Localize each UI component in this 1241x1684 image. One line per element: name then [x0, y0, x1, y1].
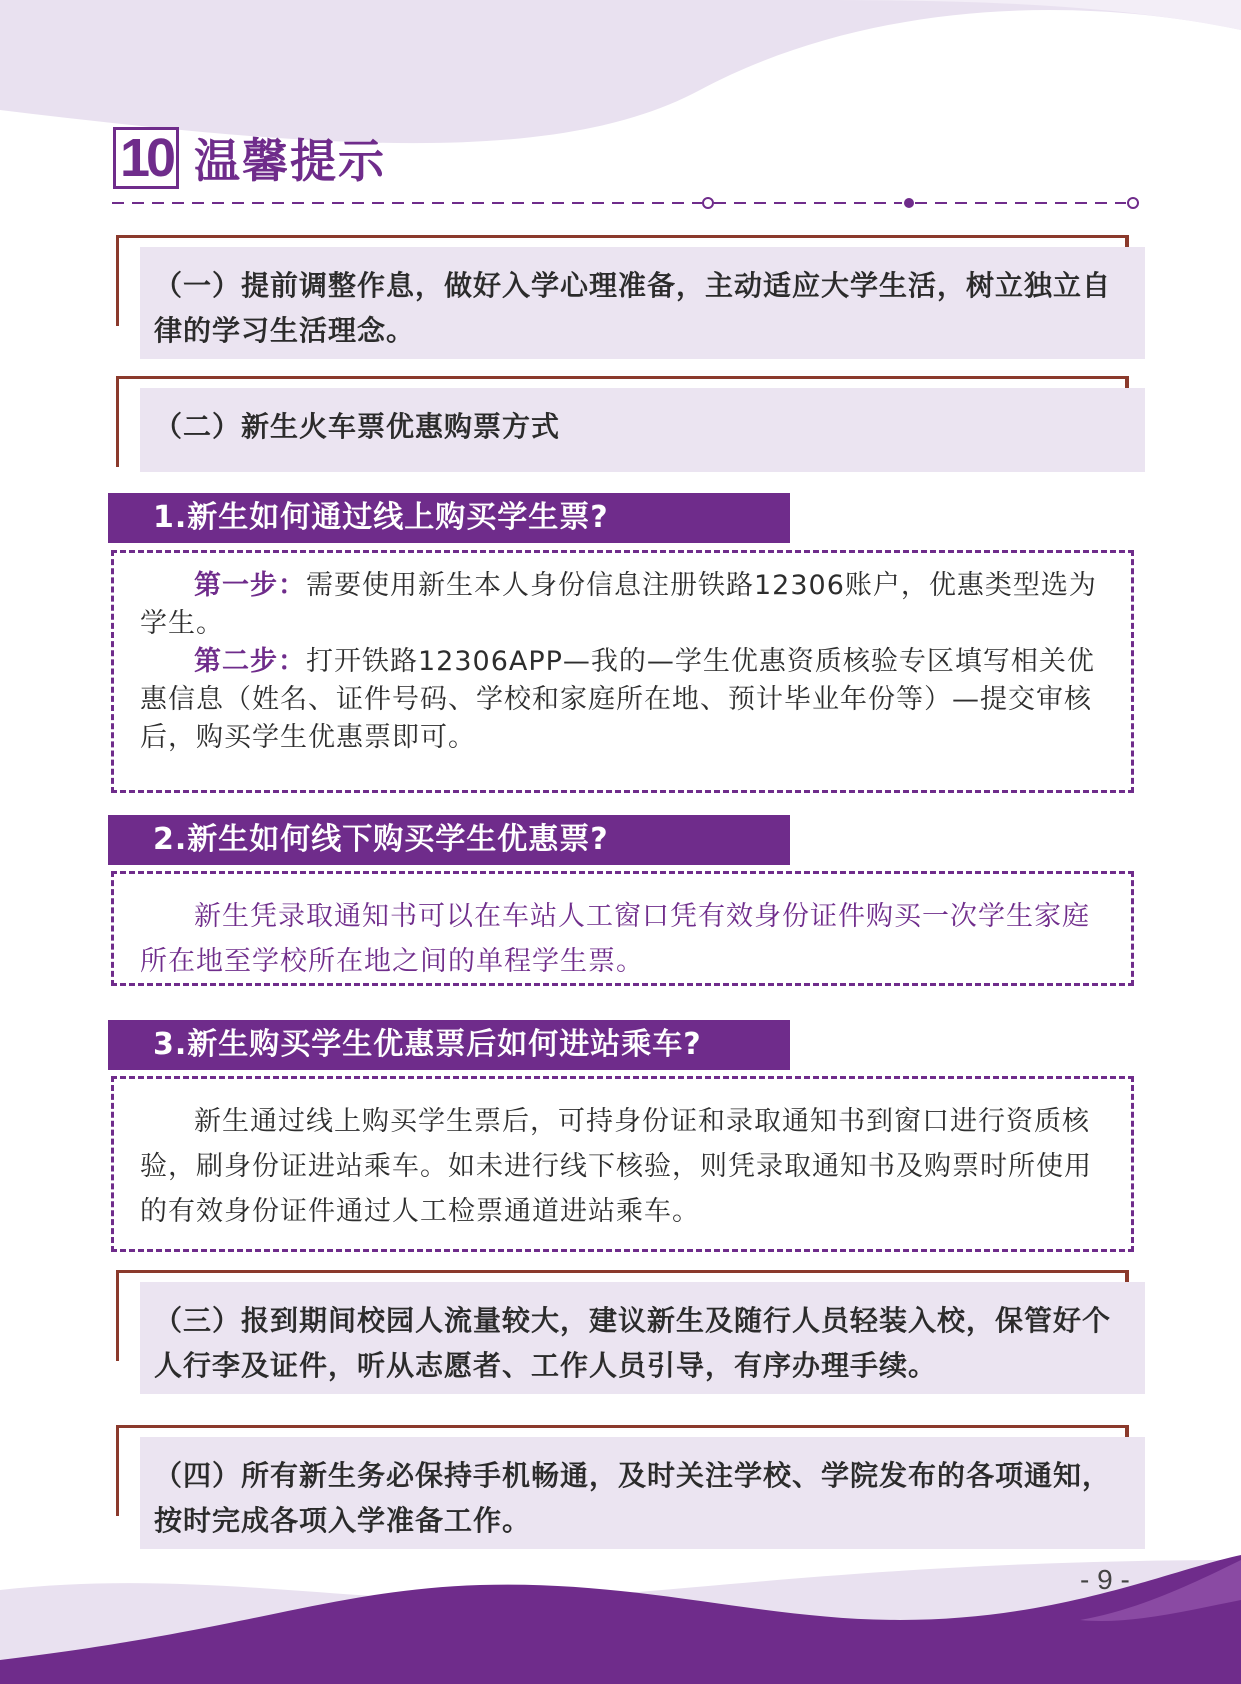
section-three-heading: 3.新生购买学生优惠票后如何进站乘车? — [108, 1020, 790, 1070]
notice-two-text: （二）新生火车票优惠购票方式 — [154, 410, 561, 443]
section-two-box — [111, 871, 1134, 986]
step-two-label: 第二步： — [194, 646, 306, 677]
section-two-text: 新生凭录取通知书可以在车站人工窗口凭有效身份证件购买一次学生家庭所在地至学校所在地之间的单程学生票。 — [140, 901, 1090, 977]
step-one-label: 第一步： — [194, 570, 306, 601]
step-one-paragraph — [140, 567, 1105, 643]
notice-four-text: （四）所有新生务必保持手机畅通，及时关注学校、学院发布的各项通知，按时完成各项入学准备工作。 — [154, 1459, 1112, 1537]
section-two-heading: 2.新生如何线下购买学生优惠票? — [108, 815, 790, 865]
section-number-badge: 10 — [113, 127, 179, 189]
notice-one-text: （一）提前调整作息，做好入学心理准备，主动适应大学生活，树立独立自律的学习生活理念。 — [154, 269, 1112, 347]
top-wave — [0, 0, 1241, 143]
page-number: - 9 - — [1080, 1564, 1130, 1595]
step-one-text: 需要使用新生本人身份信息注册铁路12306账户，优惠类型选为学生。 — [140, 570, 1097, 639]
section-one-heading: 1.新生如何通过线上购买学生票? — [108, 493, 790, 543]
page-title: 温馨提示 — [194, 134, 386, 188]
section-three-box — [111, 1076, 1134, 1252]
header-divider — [112, 196, 1142, 210]
section-one-box — [111, 550, 1134, 793]
step-two-text: 打开铁路12306APP—我的—学生优惠资质核验专区填写相关优惠信息（姓名、证件号码、学校和家庭所在地、预计毕业年份等）—提交审核后，购买学生优惠票即可。 — [140, 646, 1095, 753]
section-three-text: 新生通过线上购买学生票后，可持身份证和录取通知书到窗口进行资质核验，刷身份证进站乘车。如未进行线下核验，则凭录取通知书及购票时所使用的有效身份证件通过人工检票通道进站乘车。 — [140, 1106, 1092, 1227]
notice-three-text: （三）报到期间校园人流量较大，建议新生及随行人员轻装入校，保管好个人行李及证件，听从志愿者、工作人员引导，有序办理手续。 — [154, 1304, 1112, 1382]
step-two-paragraph — [140, 643, 1105, 757]
